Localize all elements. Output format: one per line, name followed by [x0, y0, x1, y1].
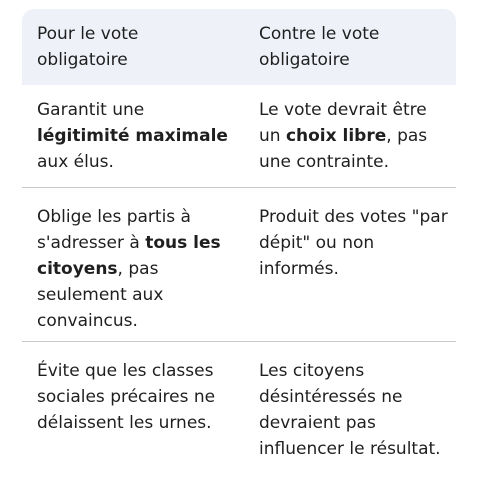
cell-text: , pas une contrainte. [259, 126, 428, 172]
cell-text: Produit des votes "par dépit" ou non informés. [259, 206, 448, 279]
comparison-table-grid [22, 9, 456, 491]
cell-pour [22, 341, 244, 491]
cell-text: Garantit une [37, 100, 145, 120]
table-row [22, 187, 456, 341]
header-contre: Contre le vote obligatoire [244, 9, 456, 85]
comparison-table [22, 9, 456, 491]
cell-text: Oblige les partis à s'adresser à [37, 206, 191, 253]
table-row [22, 341, 456, 491]
cell-contre [244, 187, 456, 341]
cell-text: Les citoyens désintéressés ne devraient pas influencer le résultat. [259, 360, 441, 459]
table-header [22, 9, 456, 85]
cell-text: , pas seulement aux convaincus. [37, 258, 164, 331]
cell-bold-text: choix libre [285, 126, 387, 146]
cell-text: aux élus. [37, 152, 114, 172]
cell-pour [22, 85, 244, 187]
cell-contre [244, 85, 456, 187]
cell-contre [244, 341, 456, 491]
header-pour: Pour le vote obligatoire [22, 9, 244, 85]
cell-text: Évite que les classes sociales précaires ne délaissent les urnes. [37, 360, 216, 433]
table-row [22, 85, 456, 187]
table-body [22, 85, 456, 491]
cell-bold-text: tous les citoyens [37, 232, 221, 279]
cell-text: Le vote devrait être un [259, 100, 427, 146]
cell-pour [22, 187, 244, 341]
header-row [22, 9, 456, 85]
cell-bold-text: légitimité maximale [37, 126, 228, 146]
